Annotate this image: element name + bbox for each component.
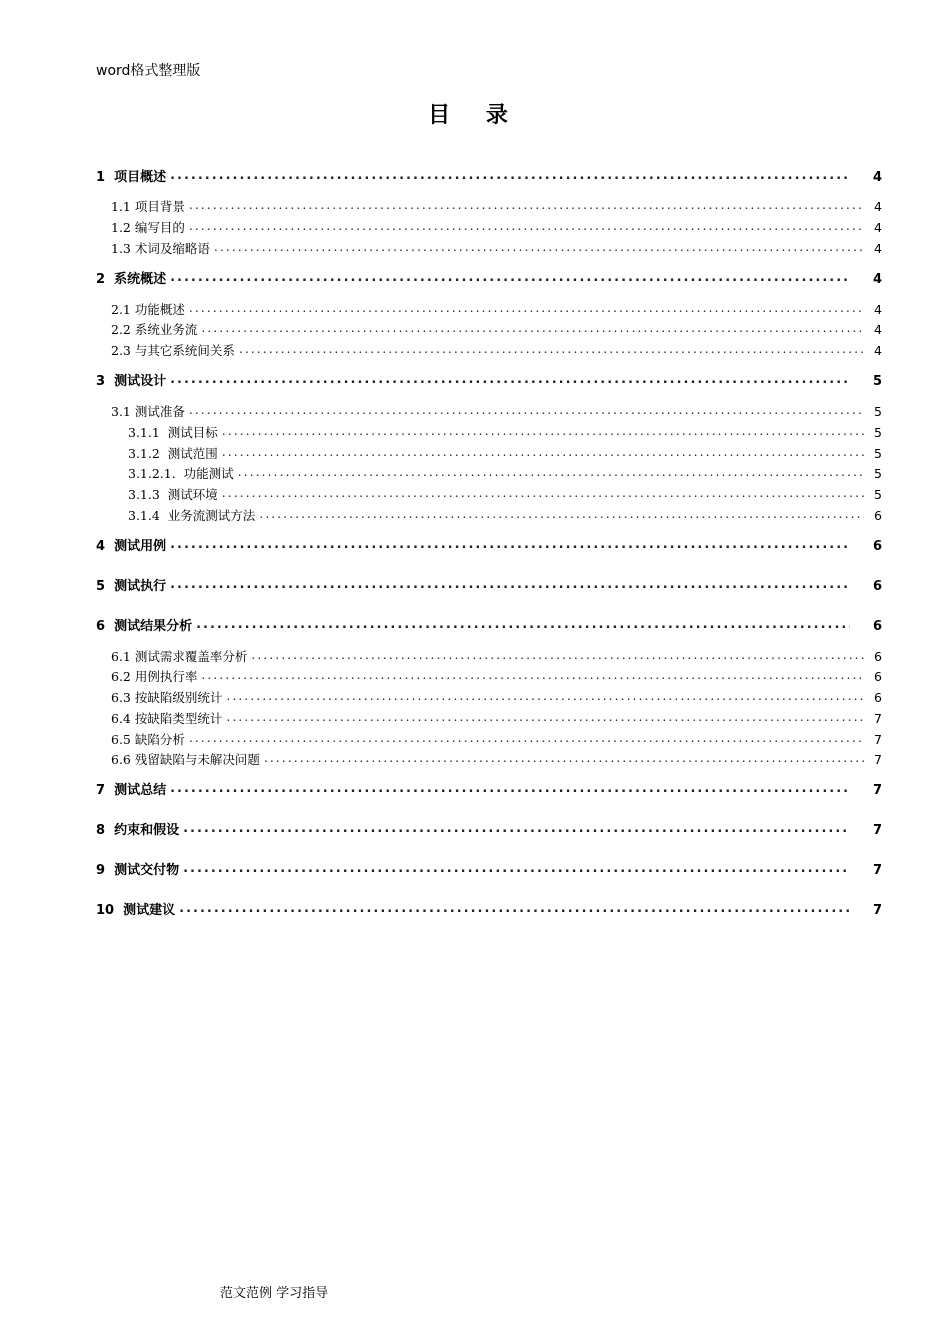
- toc-entry-label: 4 测试用例: [96, 539, 167, 554]
- toc-page-number: 4: [874, 322, 882, 337]
- toc-page-number: 5: [874, 404, 882, 419]
- toc-entry-label: 3.1.4 业务流测试方法: [128, 508, 256, 523]
- toc-entry-1-3[interactable]: [96, 237, 882, 257]
- toc-entry-1[interactable]: [96, 166, 882, 186]
- toc-page-number: 4: [874, 302, 882, 317]
- toc-entry-2-2[interactable]: [96, 318, 882, 338]
- toc-page-number: 7: [872, 903, 882, 918]
- toc-entry-4[interactable]: [96, 535, 882, 555]
- dot-leader: [170, 270, 850, 286]
- dot-leader: [179, 901, 850, 917]
- toc-entry-label: 6.6 残留缺陷与未解决问题: [111, 752, 260, 767]
- toc-page-number: 5: [874, 466, 882, 481]
- toc-entry-label: 2.3 与其它系统间关系: [111, 343, 235, 358]
- toc-page-number: 5: [874, 487, 882, 502]
- toc-entry-7[interactable]: [96, 779, 882, 799]
- dot-leader: [189, 300, 864, 316]
- toc-entry-label: 9 测试交付物: [96, 863, 180, 878]
- toc-page-number: 6: [874, 508, 882, 523]
- toc-entry-label: 2.1 功能概述: [111, 302, 185, 317]
- dot-leader: [189, 197, 864, 213]
- toc-entry-3-1-1[interactable]: [96, 421, 882, 441]
- toc-entry-1-1[interactable]: [96, 195, 882, 215]
- toc-entry-10[interactable]: [96, 899, 882, 919]
- toc-entry-3-1-4[interactable]: [96, 504, 882, 524]
- toc-page-number: 6: [874, 649, 882, 664]
- toc-entry-6-2[interactable]: [96, 665, 882, 685]
- dot-leader: [170, 168, 850, 184]
- toc-entry-2[interactable]: [96, 268, 882, 288]
- toc-page-number: 6: [872, 579, 882, 594]
- toc-entry-label: 5 测试执行: [96, 579, 167, 594]
- dot-leader: [183, 821, 850, 837]
- dot-leader: [183, 861, 850, 877]
- toc-page-number: 7: [874, 752, 882, 767]
- dot-leader: [170, 781, 850, 797]
- dot-leader: [189, 730, 864, 746]
- toc-page-number: 5: [874, 425, 882, 440]
- toc-entry-label: 6.3 按缺陷级别统计: [111, 690, 223, 705]
- toc-entry-6-6[interactable]: [96, 748, 882, 768]
- toc-entry-label: 6.1 测试需求覆盖率分析: [111, 649, 248, 664]
- toc-entry-label: 7 测试总结: [96, 783, 167, 798]
- toc-entry-label: 3.1 测试准备: [111, 404, 185, 419]
- toc-entry-6-4[interactable]: [96, 707, 882, 727]
- toc-page-number: 7: [874, 711, 882, 726]
- page-footer: 范文范例 学习指导: [220, 1286, 329, 1301]
- toc-entry-2-1[interactable]: [96, 298, 882, 318]
- dot-leader: [201, 320, 864, 336]
- toc-entry-label: 1.2 编写目的: [111, 220, 185, 235]
- toc-page-number: 4: [874, 220, 882, 235]
- dot-leader: [239, 341, 864, 357]
- dot-leader: [238, 464, 864, 480]
- toc-entry-label: 2.2 系统业务流: [111, 322, 198, 337]
- toc-page-number: 4: [874, 343, 882, 358]
- toc-page-number: 6: [874, 669, 882, 684]
- toc-entry-label: 6 测试结果分析: [96, 619, 193, 634]
- dot-leader: [226, 709, 864, 725]
- toc-page-number: 7: [872, 823, 882, 838]
- toc-page-number: 4: [872, 272, 882, 287]
- toc-entry-label: 1 项目概述: [96, 170, 167, 185]
- toc-entry-label: 6.5 缺陷分析: [111, 732, 185, 747]
- toc-page-number: 7: [874, 732, 882, 747]
- dot-leader: [214, 239, 864, 255]
- dot-leader: [196, 617, 850, 633]
- toc-entry-8[interactable]: [96, 819, 882, 839]
- toc-entry-5[interactable]: [96, 575, 882, 595]
- toc-entry-6-1[interactable]: [96, 645, 882, 665]
- dot-leader: [170, 372, 850, 388]
- toc-entry-6[interactable]: [96, 615, 882, 635]
- toc-page-number: 6: [874, 690, 882, 705]
- toc-entry-1-2[interactable]: [96, 216, 882, 236]
- toc-entry-3-1-2-1[interactable]: [96, 462, 882, 482]
- page-header: word格式整理版: [96, 63, 201, 79]
- toc-page-number: 4: [872, 170, 882, 185]
- dot-leader: [170, 537, 850, 553]
- toc-entry-3[interactable]: [96, 370, 882, 390]
- toc-entry-label: 3.1.1 测试目标: [128, 425, 218, 440]
- toc-entry-label: 10 测试建议: [96, 903, 176, 918]
- table-of-contents: [96, 0, 882, 1000]
- page-title: 目 录: [428, 102, 522, 128]
- toc-page-number: 6: [872, 619, 882, 634]
- toc-entry-label: 1.3 术词及缩略语: [111, 241, 210, 256]
- toc-entry-label: 8 约束和假设: [96, 823, 180, 838]
- dot-leader: [264, 750, 864, 766]
- toc-entry-2-3[interactable]: [96, 339, 882, 359]
- dot-leader: [259, 506, 864, 522]
- toc-entry-label: 1.1 项目背景: [111, 199, 185, 214]
- dot-leader: [189, 218, 864, 234]
- toc-page-number: 7: [872, 863, 882, 878]
- dot-leader: [201, 667, 864, 683]
- toc-entry-label: 3.1.3 测试环境: [128, 487, 218, 502]
- dot-leader: [251, 647, 864, 663]
- toc-page-number: 4: [874, 241, 882, 256]
- toc-entry-label: 6.4 按缺陷类型统计: [111, 711, 223, 726]
- toc-entry-label: 3 测试设计: [96, 374, 167, 389]
- dot-leader: [222, 444, 864, 460]
- dot-leader: [170, 577, 850, 593]
- toc-entry-label: 3.1.2.1. 功能测试: [128, 466, 234, 481]
- dot-leader: [222, 423, 864, 439]
- toc-entry-label: 3.1.2 测试范围: [128, 446, 218, 461]
- dot-leader: [226, 688, 864, 704]
- toc-entry-6-5[interactable]: [96, 728, 882, 748]
- toc-entry-label: 2 系统概述: [96, 272, 167, 287]
- toc-entry-3-1-2[interactable]: [96, 442, 882, 462]
- toc-entry-3-1[interactable]: [96, 400, 882, 420]
- toc-page-number: 5: [872, 374, 882, 389]
- toc-entry-3-1-3[interactable]: [96, 483, 882, 503]
- toc-page-number: 7: [872, 783, 882, 798]
- toc-page-number: 6: [872, 539, 882, 554]
- dot-leader: [189, 402, 864, 418]
- toc-entry-label: 6.2 用例执行率: [111, 669, 198, 684]
- toc-page-number: 4: [874, 199, 882, 214]
- toc-entry-6-3[interactable]: [96, 686, 882, 706]
- toc-entry-9[interactable]: [96, 859, 882, 879]
- dot-leader: [222, 485, 864, 501]
- toc-page-number: 5: [874, 446, 882, 461]
